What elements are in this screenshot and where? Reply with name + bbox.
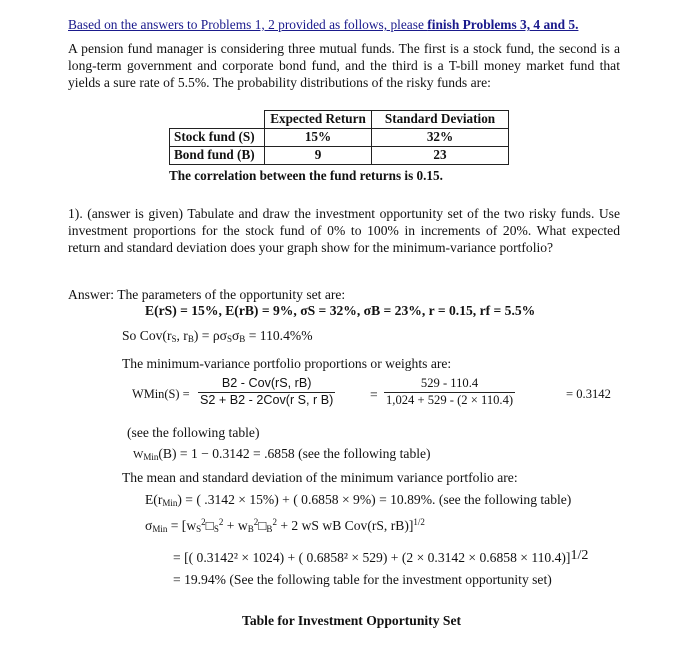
problem-1-text: 1). (answer is given) Tabulate and draw the investment opportunity set of the two risky funds. Use investment proportions for the stock fund of 0% to 100% in increments of 20%. What expected return and standard deviation does your graph show for the minimum-variance portfolio?: [68, 206, 620, 255]
weight-result: = 0.3142: [566, 387, 611, 401]
col-header-expected-return: Expected Return: [265, 111, 372, 129]
fund-distribution-table: [169, 110, 509, 165]
col-header-standard-deviation: Standard Deviation: [372, 111, 509, 129]
mean-sd-intro: The mean and standard deviation of the minimum variance portfolio are:: [122, 470, 518, 485]
parameters-line: E(rS) = 15%, E(rB) = 9%, σS = 32%, σB = 23%, r = 0.15, rf = 5.5%: [145, 303, 536, 318]
opportunity-set-table-title: Table for Investment Opportunity Set: [242, 613, 462, 628]
cell-expected: 9: [265, 147, 372, 165]
cell-sd: 32%: [372, 129, 509, 147]
expected-return-line: $E(r_{Min})$ = ( .3142 × 15%) + ( 0.6858 × 9%) = 10.89%. (see the following table): [145, 492, 572, 508]
cell-sd: 23: [372, 147, 509, 165]
answer-label: Answer: The parameters of the opportunity set are:: [68, 287, 346, 302]
table-row: [170, 147, 509, 165]
sigma-formula-line: $\sigma_{Min}$ = [$w_S^2□_S^2$ + $w_B^2□_B^2 + 2$ wS wB Cov(rS, rB)]$^{1/2}$: [145, 517, 425, 534]
intro-paragraph: A pension fund manager is considering three mutual funds. The first is a stock fund, the second is a long-term government and corporate bond fund, and the third is a T-bill money market fund that yields a sure rate of 5.5%. The probability distributions of the risky funds are:: [68, 41, 620, 90]
weight-numeric-fraction: $\frac{529 - 110.4}{1,024 + 529 - (2 \times 110.4)}$: [386, 376, 514, 407]
min-variance-intro: The minimum-variance portfolio proportions or weights are:: [122, 356, 452, 371]
cell-expected: 15%: [265, 129, 372, 147]
row-label: Bond fund (B): [170, 147, 265, 165]
table-row: [170, 129, 509, 147]
correlation-note: The correlation between the fund returns is 0.15.: [169, 168, 443, 183]
weight-bond-line: $W_{Min}(B) = 1 - 0.3142 = .6858$ (see the following table): [133, 446, 431, 462]
sigma-calculation-line: = [( 0.3142² × 1024) + ( 0.6858² × 529) + (2 × 0.3142 × 0.6858 × 110.4)]1/2: [173, 548, 589, 565]
instruction-heading: Based on the answers to Problems 1, 2 provided as follows, please finish Problems 3, 4 and 5.: [68, 17, 579, 32]
weight-stock-label: WMin(S) =: [132, 387, 190, 401]
sigma-result-line: = 19.94% (See the following table for the investment opportunity set): [173, 572, 552, 587]
document-page: Based on the answers to Problems 1, 2 provided as follows, please finish Problems 3, 4 and 5. A pension fund manager is considering three mutual funds. The first is a stock fund, the second is a long-term government and corporate bond fund, and the third is a T-bill money market fund that yields a sure rate of 5.5%. The probability distributions of the risky funds are: Expected Return Standard Deviation Stock fund (S) 15% 32% Bond fund (B) 9 23 The correlation between the fund returns is 0.15. 1). (answer is given) Tabulate and draw the investment opportunity set of the two risky funds. Use investment proportions for the stock fund of 0% to 100% in increments of 20%. What expected return and standard deviation does your graph show for the minimum-variance portfolio? Answer: The parameters of the opportunity set are: E(rS) = 15%, E(rB) = 9%, σS = 32%, σB = 23%, r = 0.15, rf = 5.5% So $Cov(r_S$, $r_B) = \rho\sigma_S\sigma_B = 110.4\%\%$ The minimum-variance portfolio proportions or weights are: WMin(S) = B2 - Cov(rS, rB) S2 + B2 - 2Cov(r S, r B) = $\frac{529 - 110.4}{1,024 + 529 - (2 \times 110.4)}$ = 0.3142 (see the following table) $W_{Min}(B) = 1 - 0.3142 = .6858$ (see the following table) The mean and standard deviation of the minimum variance portfolio are: $E(r_{Min})$ = ( .3142 × 15%) + ( 0.6858 × 9%) = 10.89%. (see the following table) $\sigma_{Min}$ = [$w_S^2□_S^2$ + $w_B^2□_B^2 + 2$ wS wB Cov(rS, rB)]$^{1/2}$ = [( 0.3142² × 1024) + ( 0.6858² × 529) + (2 × 0.3142 × 0.6858 × 110.4)]1/2 = 19.94% (See the following table for the investment opportunity set) Table for Investment Opportunity Set: [68, 17, 620, 628]
row-label: Stock fund (S): [170, 129, 265, 147]
table-header-row: [170, 111, 509, 129]
see-table-note: (see the following table): [127, 425, 260, 440]
covariance-line: So $Cov(r_S$, $r_B) = \rho\sigma_S\sigma_B = 110.4\%\%$: [122, 328, 313, 344]
weight-formula-fraction: B2 - Cov(rS, rB) S2 + B2 - 2Cov(r S, r B): [200, 376, 334, 407]
